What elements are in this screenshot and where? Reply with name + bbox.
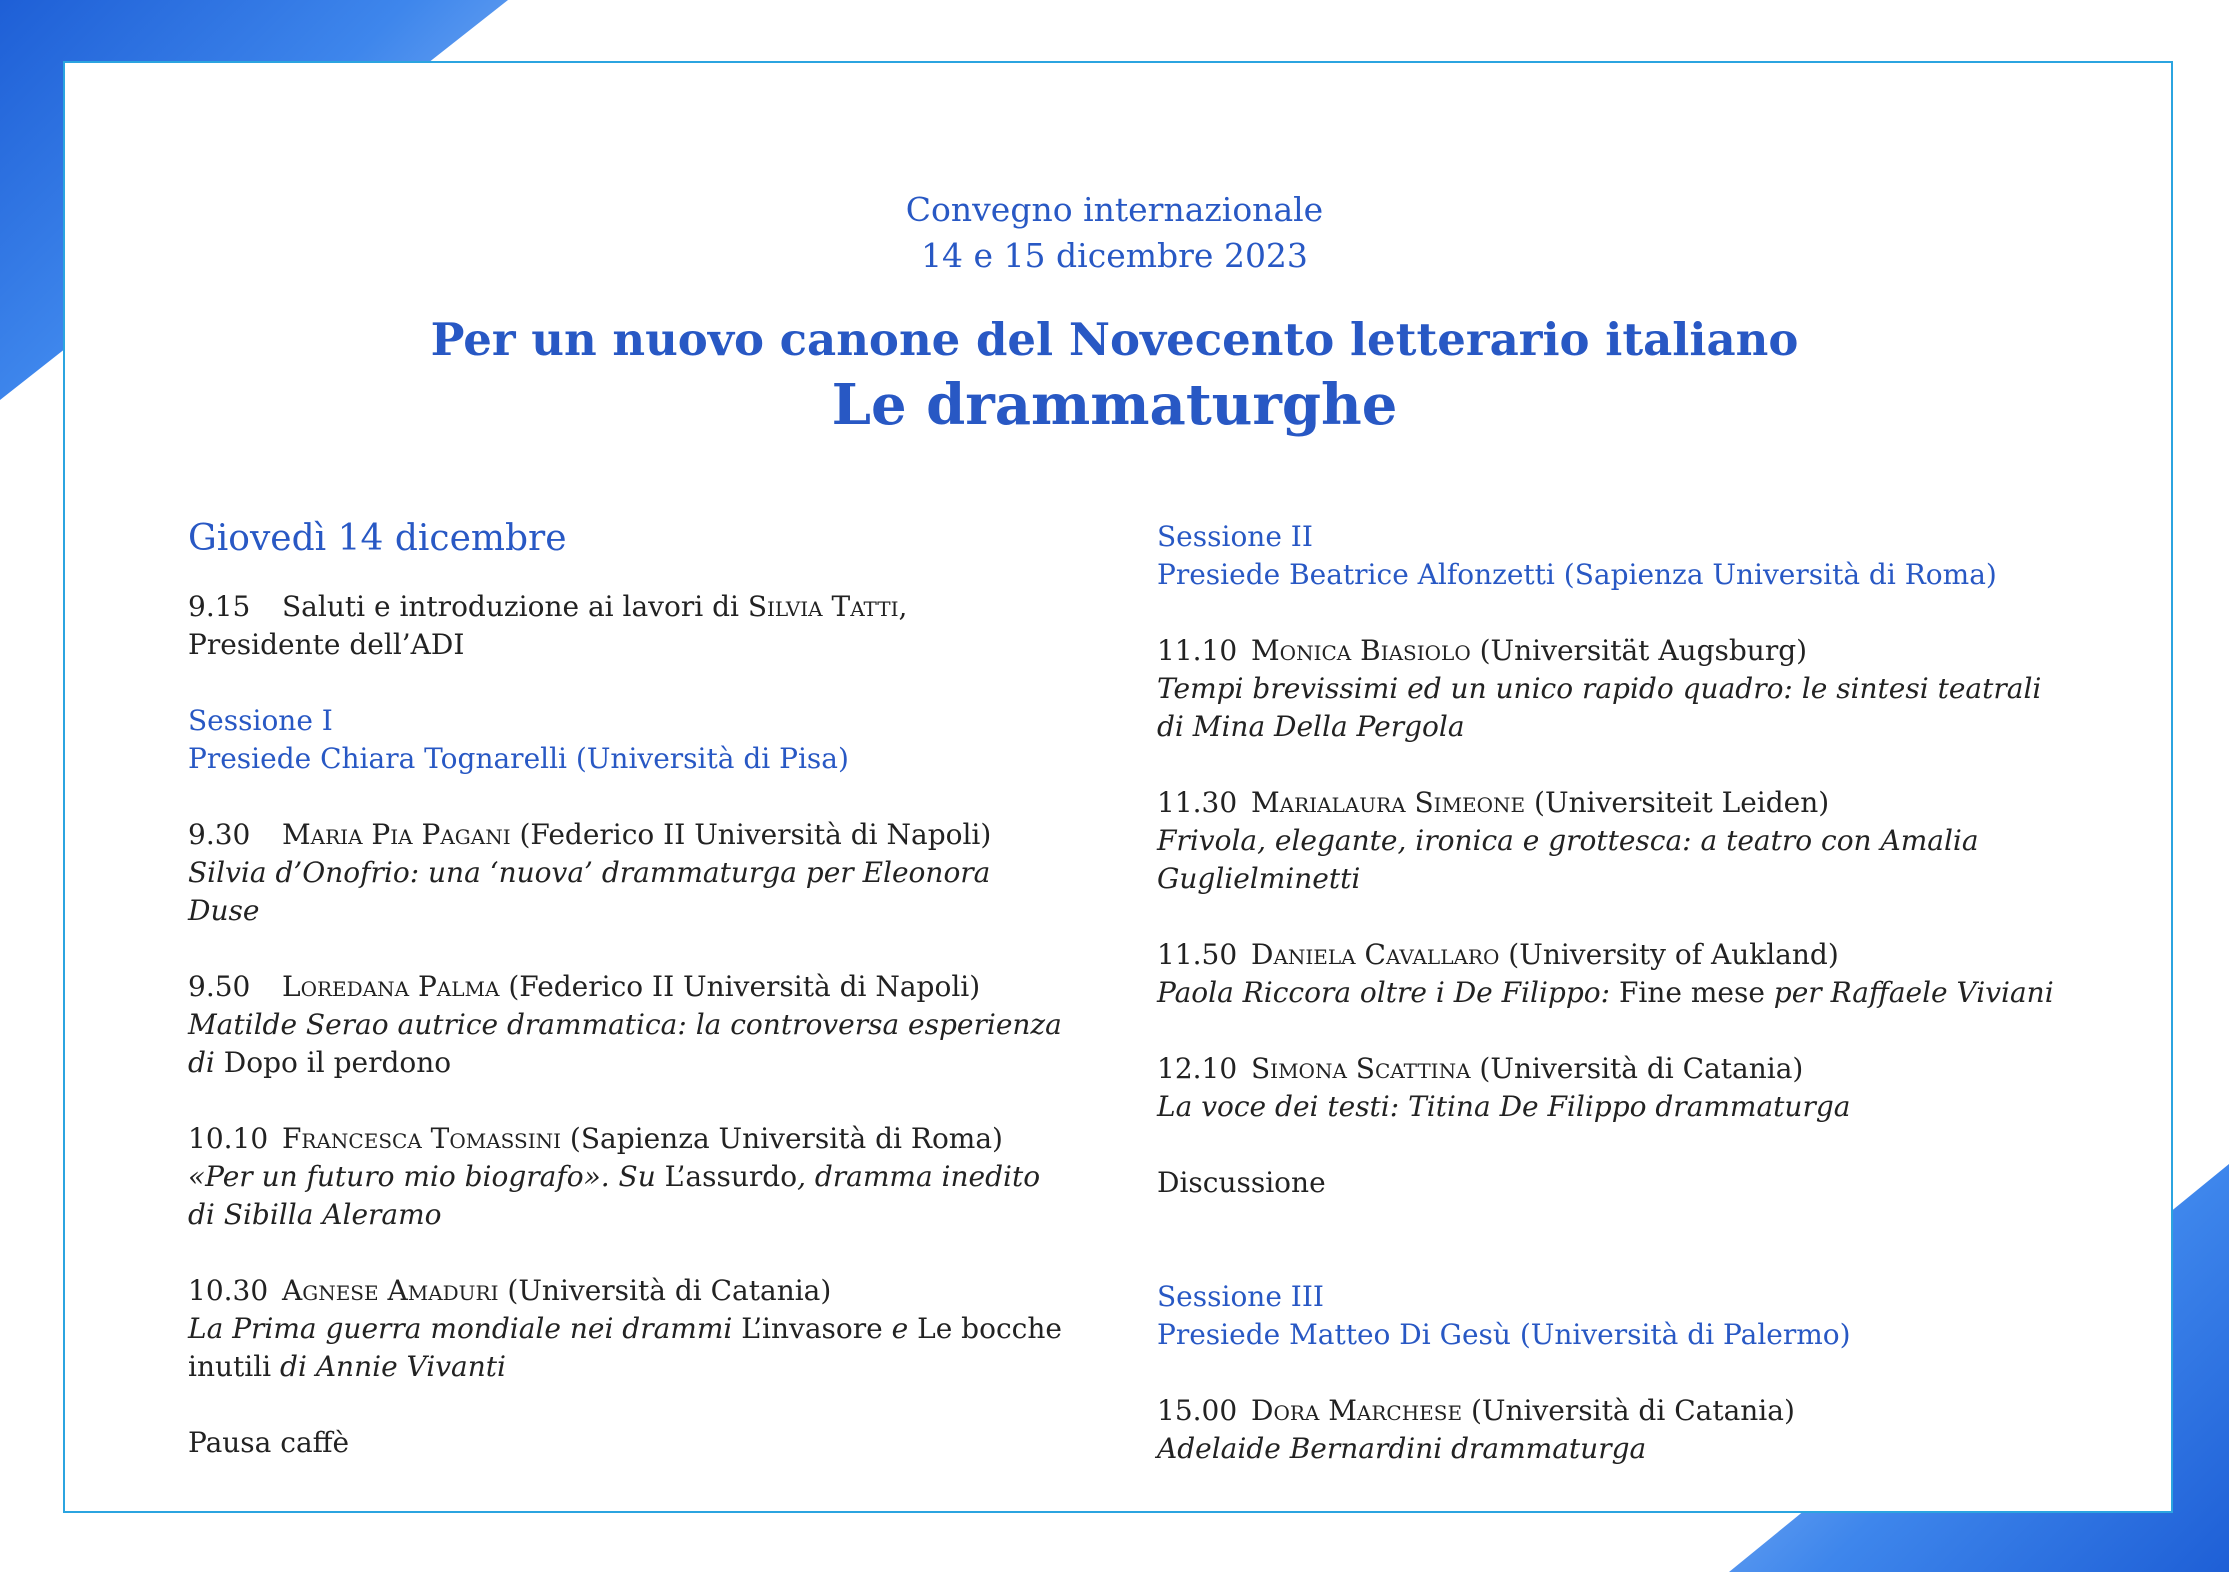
- session-label: Sessione I: [188, 704, 333, 737]
- talk-title: [188, 1158, 1068, 1234]
- talk-item: [1157, 936, 2057, 1012]
- session-chair: Presiede Chiara Tognarelli (Università di Pisa): [188, 742, 849, 775]
- talk-title: [1157, 1430, 2057, 1468]
- time-label: 12.10: [1157, 1052, 1238, 1085]
- time-label: 15.00: [1157, 1394, 1238, 1427]
- talk-title: [1157, 1088, 2057, 1126]
- speaker-name: Agnese Amaduri: [282, 1274, 499, 1307]
- intro-item: [188, 588, 1068, 664]
- day-heading: Giovedì 14 dicembre: [188, 518, 567, 559]
- work-title: Fine mese: [1618, 976, 1765, 1009]
- speaker-name: Francesca Tomassini: [282, 1122, 562, 1155]
- talk-item: [188, 968, 1068, 1082]
- time-label: 10.30: [188, 1274, 269, 1307]
- talk-title-part: Frivola, elegante, ironica e grottesca: a teatro con Amalia Guglielminetti: [1157, 824, 1979, 895]
- talk-title: [1157, 822, 2057, 898]
- event-dates: 14 e 15 dicembre 2023: [921, 236, 1308, 275]
- talk-title-part: , dramma inedito di Sibilla Aleramo: [188, 1160, 1041, 1231]
- talk-title: [188, 854, 1068, 930]
- speaker-name: Loredana Palma: [282, 970, 500, 1003]
- time-label: 11.30: [1157, 786, 1238, 819]
- work-title: L’invasore: [741, 1312, 883, 1345]
- discussion-item: Discussione: [1157, 1166, 1326, 1199]
- talk-title-part: Paola Riccora oltre i De Filippo:: [1157, 976, 1619, 1009]
- speaker-name: Marialaura Simeone: [1251, 786, 1526, 819]
- work-title: Dopo il perdono: [223, 1046, 452, 1079]
- session-label: Sessione III: [1157, 1280, 1324, 1313]
- talk-item: [188, 1120, 1068, 1234]
- speaker-name: Maria Pia Pagani: [282, 818, 511, 851]
- event-type: Convegno internazionale: [905, 190, 1324, 229]
- session-header: [188, 702, 1068, 778]
- talk-item: [188, 1272, 1068, 1386]
- time-label: 11.50: [1157, 938, 1238, 971]
- time-label: 10.10: [188, 1122, 269, 1155]
- talk-item: [188, 816, 1068, 930]
- session-chair: Presiede Matteo Di Gesù (Università di Palermo): [1157, 1318, 1851, 1351]
- session-chair: Presiede Beatrice Alfonzetti (Sapienza Università di Roma): [1157, 558, 1997, 591]
- speaker-affiliation: (Sapienza Università di Roma): [561, 1122, 1003, 1155]
- talk-item: [1157, 1050, 2057, 1126]
- speaker-affiliation: (Università di Catania): [1462, 1394, 1795, 1427]
- speaker-name: Silvia Tatti: [747, 590, 899, 623]
- event-subtitle: Le drammaturghe: [831, 372, 1398, 438]
- time-label: 9.50: [188, 970, 251, 1003]
- work-title: Le bocche inutili: [188, 1312, 1062, 1383]
- talk-item: [1157, 632, 2057, 746]
- talk-title: [188, 1006, 1068, 1082]
- talk-title: [188, 1310, 1068, 1386]
- speaker-affiliation: (Università di Catania): [1470, 1052, 1804, 1085]
- speaker-affiliation: (Universiteit Leiden): [1525, 786, 1830, 819]
- break-item: Pausa caffè: [188, 1426, 350, 1459]
- talk-title-part: Tempi brevissimi ed un unico rapido quadro: le sintesi teatrali di Mina Della Pergola: [1157, 672, 2042, 743]
- session-header: [1157, 518, 2057, 594]
- talk-title-part: per Raffaele Viviani: [1764, 976, 2054, 1009]
- work-title: L’assurdo: [664, 1160, 798, 1193]
- speaker-affiliation: (Università di Catania): [498, 1274, 832, 1307]
- intro-text-end: , Presidente dell’ADI: [188, 590, 908, 661]
- time-label: 9.30: [188, 818, 251, 851]
- talk-title: [1157, 670, 2057, 746]
- speaker-name: Daniela Cavallaro: [1251, 938, 1500, 971]
- talk-title-part: Adelaide Bernardini drammaturga: [1157, 1432, 1647, 1465]
- talk-title-part: La voce dei testi: Titina De Filippo drammaturga: [1157, 1090, 1851, 1123]
- session-header: [1157, 1278, 2057, 1354]
- talk-title-part: e: [882, 1312, 918, 1345]
- speaker-name: Simona Scattina: [1251, 1052, 1471, 1085]
- talk-title: [1157, 974, 2057, 1012]
- speaker-affiliation: (Federico II Università di Napoli): [499, 970, 981, 1003]
- talk-title-part: La Prima guerra mondiale nei drammi: [188, 1312, 742, 1345]
- speaker-affiliation: (Universität Augsburg): [1470, 634, 1808, 667]
- event-title: Per un nuovo canone del Novecento letterario italiano: [430, 313, 1799, 366]
- talk-title-part: Silvia d’Onofrio: una ‘nuova’ drammaturga per Eleonora Duse: [188, 856, 991, 927]
- time-label: 9.15: [188, 590, 251, 623]
- talk-title-part: Matilde Serao autrice drammatica: la controversa esperienza di: [188, 1008, 1062, 1079]
- speaker-affiliation: (Federico II Università di Napoli): [510, 818, 992, 851]
- talk-item: [1157, 1392, 2057, 1468]
- talk-title-part: di Annie Vivanti: [271, 1350, 506, 1383]
- speaker-affiliation: (University of Aukland): [1499, 938, 1839, 971]
- session-label: Sessione II: [1157, 520, 1313, 553]
- time-label: 11.10: [1157, 634, 1238, 667]
- program-right-column: [1157, 518, 2057, 1506]
- intro-text: Saluti e introduzione ai lavori di: [282, 590, 748, 623]
- program-left-column: [188, 514, 1068, 1462]
- talk-title-part: «Per un futuro mio biografo». Su: [188, 1160, 665, 1193]
- speaker-name: Dora Marchese: [1251, 1394, 1463, 1427]
- talk-item: [1157, 784, 2057, 898]
- speaker-name: Monica Biasiolo: [1251, 634, 1471, 667]
